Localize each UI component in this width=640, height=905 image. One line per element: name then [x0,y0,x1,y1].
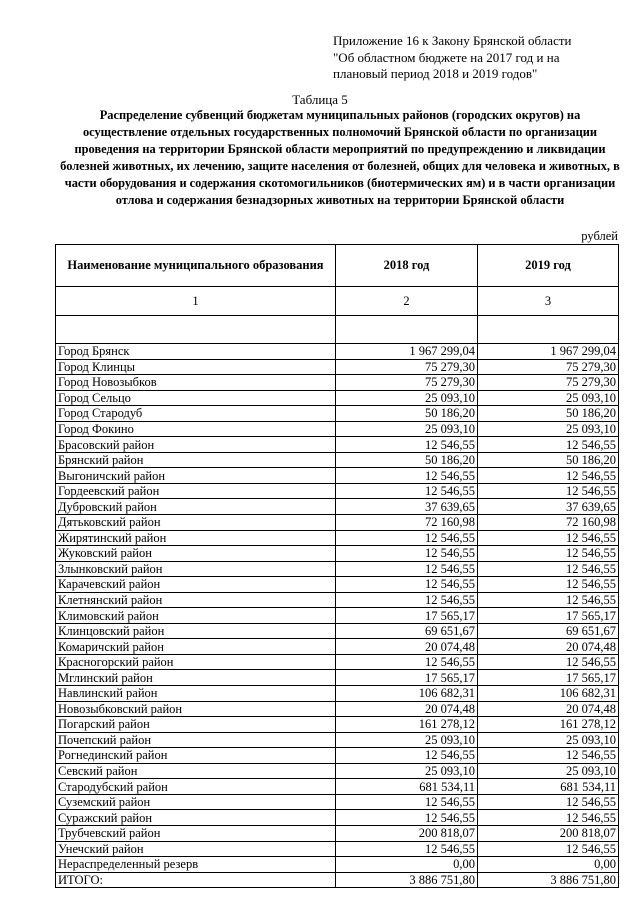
row-2018-cell: 106 682,31 [336,686,478,702]
row-2019-cell: 75 279,30 [478,375,619,391]
row-2018-cell: 200 818,07 [336,825,478,841]
table-row [56,686,619,702]
row-name-cell: Жуковский район [56,546,336,562]
row-name-cell: Брасовский район [56,437,336,453]
row-2018-cell: 12 546,55 [336,794,478,810]
table-row [56,359,619,375]
column-number-2: 2 [336,287,478,316]
row-name-cell: Город Новозыбков [56,375,336,391]
row-2018-cell: 0,00 [336,857,478,873]
row-name-cell: Город Сельцо [56,390,336,406]
appendix-line-2: "Об областном бюджете на 2017 год и на [333,49,560,65]
row-name-cell: Выгоничский район [56,468,336,484]
table-row [56,344,619,360]
row-2018-cell: 681 534,11 [336,779,478,795]
column-number-3: 3 [478,287,619,316]
table-row [56,654,619,670]
row-2019-cell: 12 546,55 [478,577,619,593]
row-name-cell: Суземский район [56,794,336,810]
row-2018-cell: 25 093,10 [336,763,478,779]
row-2018-cell: 69 651,67 [336,623,478,639]
spacer-cell [478,316,619,344]
table-row [56,717,619,733]
table-row [56,701,619,717]
row-2019-cell: 25 093,10 [478,421,619,437]
row-name-cell: Клетнянский район [56,592,336,608]
column-header-2019: 2019 год [478,245,619,287]
row-2018-cell: 25 093,10 [336,732,478,748]
row-name-cell: Рогнединский район [56,748,336,764]
row-2018-cell: 20 074,48 [336,639,478,655]
row-2019-cell: 12 546,55 [478,841,619,857]
table-row [56,763,619,779]
table-row [56,841,619,857]
table-row [56,390,619,406]
row-2019-cell: 17 565,17 [478,608,619,624]
row-2019-cell: 25 093,10 [478,732,619,748]
row-2018-cell: 12 546,55 [336,483,478,499]
row-2018-cell: 12 546,55 [336,577,478,593]
row-name-cell: Новозыбковский район [56,701,336,717]
row-2018-cell: 20 074,48 [336,701,478,717]
table-row [56,825,619,841]
row-2019-cell: 12 546,55 [478,546,619,562]
table-row [56,857,619,873]
row-2019-cell: 12 546,55 [478,810,619,826]
document-heading: Распределение субвенций бюджетам муниципальных районов (городских округов) на осуществление отдельных государственных полномочий Брянской области по организации проведения на территории Брянской области мероприятий по предупреждению и ликвидации болезней животных, их лечению, защите населения от болезней, общих для человека и животных, в части оборудования и содержания скотомогильников (биотермических ям) и в части организации отлова и содержания безнадзорных животных на территории Брянской области [60,108,620,207]
table-row [56,375,619,391]
row-2019-cell: 17 565,17 [478,670,619,686]
row-name-cell: Навлинский район [56,686,336,702]
table-row [56,452,619,468]
row-2019-cell: 25 093,10 [478,390,619,406]
row-2019-cell: 12 546,55 [478,437,619,453]
row-name-cell: Клинцовский район [56,623,336,639]
row-2018-cell: 12 546,55 [336,654,478,670]
row-name-cell: Дубровский район [56,499,336,515]
row-2019-cell: 50 186,20 [478,452,619,468]
row-2018-cell: 12 546,55 [336,748,478,764]
header-row [56,245,619,287]
row-2018-cell: 25 093,10 [336,421,478,437]
table-row [56,499,619,515]
row-2019-cell: 69 651,67 [478,623,619,639]
row-2019-cell: 75 279,30 [478,359,619,375]
table-row [56,577,619,593]
row-2018-cell: 12 546,55 [336,810,478,826]
table-row [56,406,619,422]
row-2018-cell: 1 967 299,04 [336,344,478,360]
row-2018-cell: 12 546,55 [336,468,478,484]
row-2019-cell: 12 546,55 [478,794,619,810]
table-row [56,592,619,608]
column-number-1: 1 [56,287,336,316]
column-number-row [56,287,619,316]
row-name-cell: Почепский район [56,732,336,748]
row-2019-cell: 3 886 751,80 [478,872,619,888]
row-name-cell: ИТОГО: [56,872,336,888]
table-row [56,515,619,531]
subsidy-table [55,244,619,888]
row-2019-cell: 1 967 299,04 [478,344,619,360]
table-row [56,779,619,795]
row-name-cell: Дятьковский район [56,515,336,531]
row-name-cell: Севский район [56,763,336,779]
row-name-cell: Город Клинцы [56,359,336,375]
row-name-cell: Комаричский район [56,639,336,655]
row-2019-cell: 72 160,98 [478,515,619,531]
table-row [56,670,619,686]
row-2018-cell: 17 565,17 [336,608,478,624]
table-row [56,748,619,764]
row-2019-cell: 37 639,65 [478,499,619,515]
table-row [56,530,619,546]
spacer-cell [336,316,478,344]
row-name-cell: Климовский район [56,608,336,624]
row-2018-cell: 12 546,55 [336,841,478,857]
table-row [56,639,619,655]
row-name-cell: Гордеевский район [56,483,336,499]
row-name-cell: Трубчевский район [56,825,336,841]
column-header-name: Наименование муниципального образования [56,245,336,287]
row-2019-cell: 12 546,55 [478,654,619,670]
row-name-cell: Злынковский район [56,561,336,577]
row-name-cell: Стародубский район [56,779,336,795]
table-row [56,483,619,499]
table-row [56,608,619,624]
table-row [56,437,619,453]
table-row [56,623,619,639]
table-row [56,732,619,748]
table-row [56,421,619,437]
row-2018-cell: 50 186,20 [336,452,478,468]
row-2019-cell: 106 682,31 [478,686,619,702]
spacer-row [56,316,619,344]
units-label: рублей [581,229,618,243]
row-2019-cell: 200 818,07 [478,825,619,841]
row-2019-cell: 12 546,55 [478,748,619,764]
row-name-cell: Унечский район [56,841,336,857]
row-2018-cell: 50 186,20 [336,406,478,422]
row-2019-cell: 12 546,55 [478,592,619,608]
row-2018-cell: 161 278,12 [336,717,478,733]
column-header-2018: 2018 год [336,245,478,287]
table-label: Таблица 5 [292,92,348,107]
row-2019-cell: 12 546,55 [478,483,619,499]
row-2019-cell: 0,00 [478,857,619,873]
row-name-cell: Город Брянск [56,344,336,360]
appendix-note [333,33,623,83]
row-2018-cell: 37 639,65 [336,499,478,515]
row-2019-cell: 12 546,55 [478,561,619,577]
row-name-cell: Мглинский район [56,670,336,686]
row-2018-cell: 75 279,30 [336,359,478,375]
table-row [56,794,619,810]
row-2018-cell: 12 546,55 [336,561,478,577]
row-name-cell: Город Стародуб [56,406,336,422]
row-2018-cell: 25 093,10 [336,390,478,406]
row-2018-cell: 12 546,55 [336,437,478,453]
table-row [56,872,619,888]
appendix-line-3: плановый период 2018 и 2019 годов" [333,66,538,81]
row-2019-cell: 25 093,10 [478,763,619,779]
row-2018-cell: 12 546,55 [336,530,478,546]
row-2019-cell: 20 074,48 [478,639,619,655]
table-row [56,468,619,484]
row-2018-cell: 72 160,98 [336,515,478,531]
table-row [56,546,619,562]
table-body [56,344,619,888]
row-name-cell: Жирятинский район [56,530,336,546]
row-name-cell: Красногорский район [56,654,336,670]
row-name-cell: Город Фокино [56,421,336,437]
row-name-cell: Нераспределенный резерв [56,857,336,873]
row-2018-cell: 3 886 751,80 [336,872,478,888]
row-2018-cell: 12 546,55 [336,546,478,562]
row-2019-cell: 161 278,12 [478,717,619,733]
row-2018-cell: 17 565,17 [336,670,478,686]
row-2019-cell: 681 534,11 [478,779,619,795]
spacer-cell [56,316,336,344]
row-2019-cell: 20 074,48 [478,701,619,717]
appendix-line-1: Приложение 16 к Закону Брянской области [333,33,572,48]
row-name-cell: Карачевский район [56,577,336,593]
row-name-cell: Суражский район [56,810,336,826]
table-row [56,810,619,826]
row-2018-cell: 75 279,30 [336,375,478,391]
row-2019-cell: 50 186,20 [478,406,619,422]
row-name-cell: Погарский район [56,717,336,733]
row-2019-cell: 12 546,55 [478,530,619,546]
table-row [56,561,619,577]
row-name-cell: Брянский район [56,452,336,468]
row-2018-cell: 12 546,55 [336,592,478,608]
row-2019-cell: 12 546,55 [478,468,619,484]
